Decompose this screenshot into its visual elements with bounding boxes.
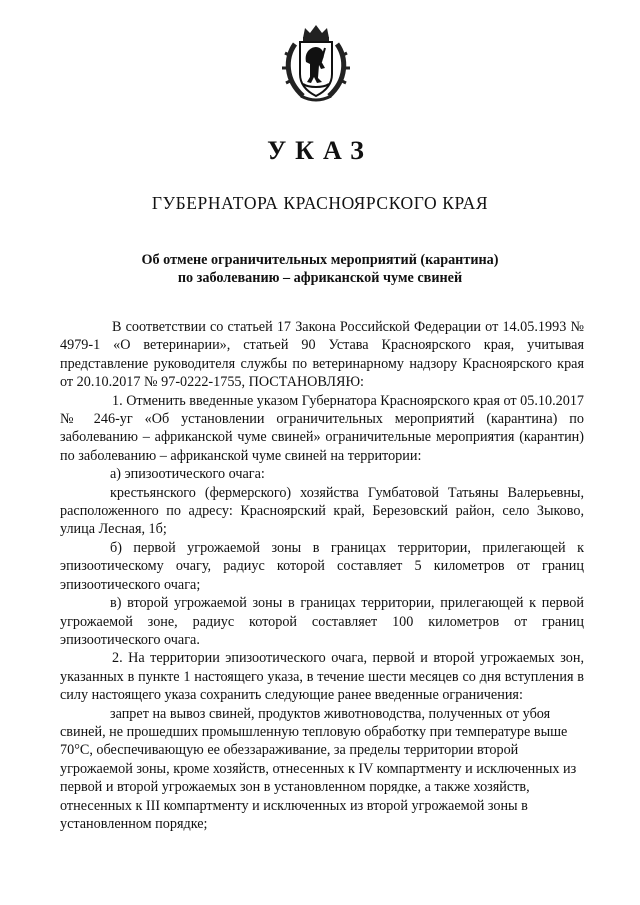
paragraph-item-1a: а) эпизоотического очага: [110,466,265,483]
coat-of-arms-emblem [281,22,351,104]
heading-line-2: по заболеванию – африканской чуме свиней [177,270,463,286]
heading-line-1: Об отмене ограничительных мероприятий (карантина) [141,252,499,268]
document-body [60,318,584,833]
document-title: УКАЗ [267,136,373,165]
paragraph-restriction: запрет на вывоз свиней, продуктов животноводства, полученных от убоя свиней, не прошедших промышленную тепловую обработку при температуре выше 70°С, обеспечивающую ее обеззараживание, за пределы территории второй угрожаемой зоны, кроме хозяйств, отнесенных к IV компартменту и исключенных из первой и второй угрожаемых зон в установленном порядке, а также хозяйств, отнесенных к III компартменту и исключенных из второй угрожаемой зоны в установленном порядке; [60,705,577,832]
paragraph-farm-address: крестьянского (фермерского) хозяйства Гумбатовой Татьяны Валерьевны, расположенного по адресу: Красноярский край, Березовский район, село Зыково, улица Лесная, 1б; [60,484,584,538]
paragraph-item-1b: б) первой угрожаемой зоны в границах территории, прилегающей к эпизоотическому очагу, радиус которой составляет 5 километров от границ эпизоотического очага; [60,539,584,593]
paragraph-item-2: 2. На территории эпизоотического очага, первой и второй угрожаемых зон, указанных в пункте 1 настоящего указа, в течение шести месяцев со дня вступления в силу настоящего указа сохранить следующие ранее введенные ограничения: [60,650,584,704]
document-heading [60,251,580,287]
document-subtitle: ГУБЕРНАТОРА КРАСНОЯРСКОГО КРАЯ [151,193,489,213]
paragraph-preamble: В соответствии со статьей 17 Закона Российской Федерации от 14.05.1993 № 4979-1 «О ветеринарии», статьей 90 Устава Красноярского края, учитывая представление руководителя службы по ветеринарному надзору Красноярского края от 20.10.2017 № 97-0222-1755, ПОСТАНОВЛЯЮ: [60,319,584,391]
paragraph-item-1: 1. Отменить введенные указом Губернатора Красноярского края от 05.10.2017 № 246-уг «Об установлении ограничительных мероприятий (карантина) по заболеванию – африканской чуме свиней» ограничительные мероприятия (карантин) по заболеванию – африканской чуме свиней на территории: [60,392,585,464]
paragraph-item-1c: в) второй угрожаемой зоны в границах территории, прилегающей к первой угрожаемой зоне, радиус которой составляет 100 километров от границ эпизоотического очага. [60,595,584,648]
